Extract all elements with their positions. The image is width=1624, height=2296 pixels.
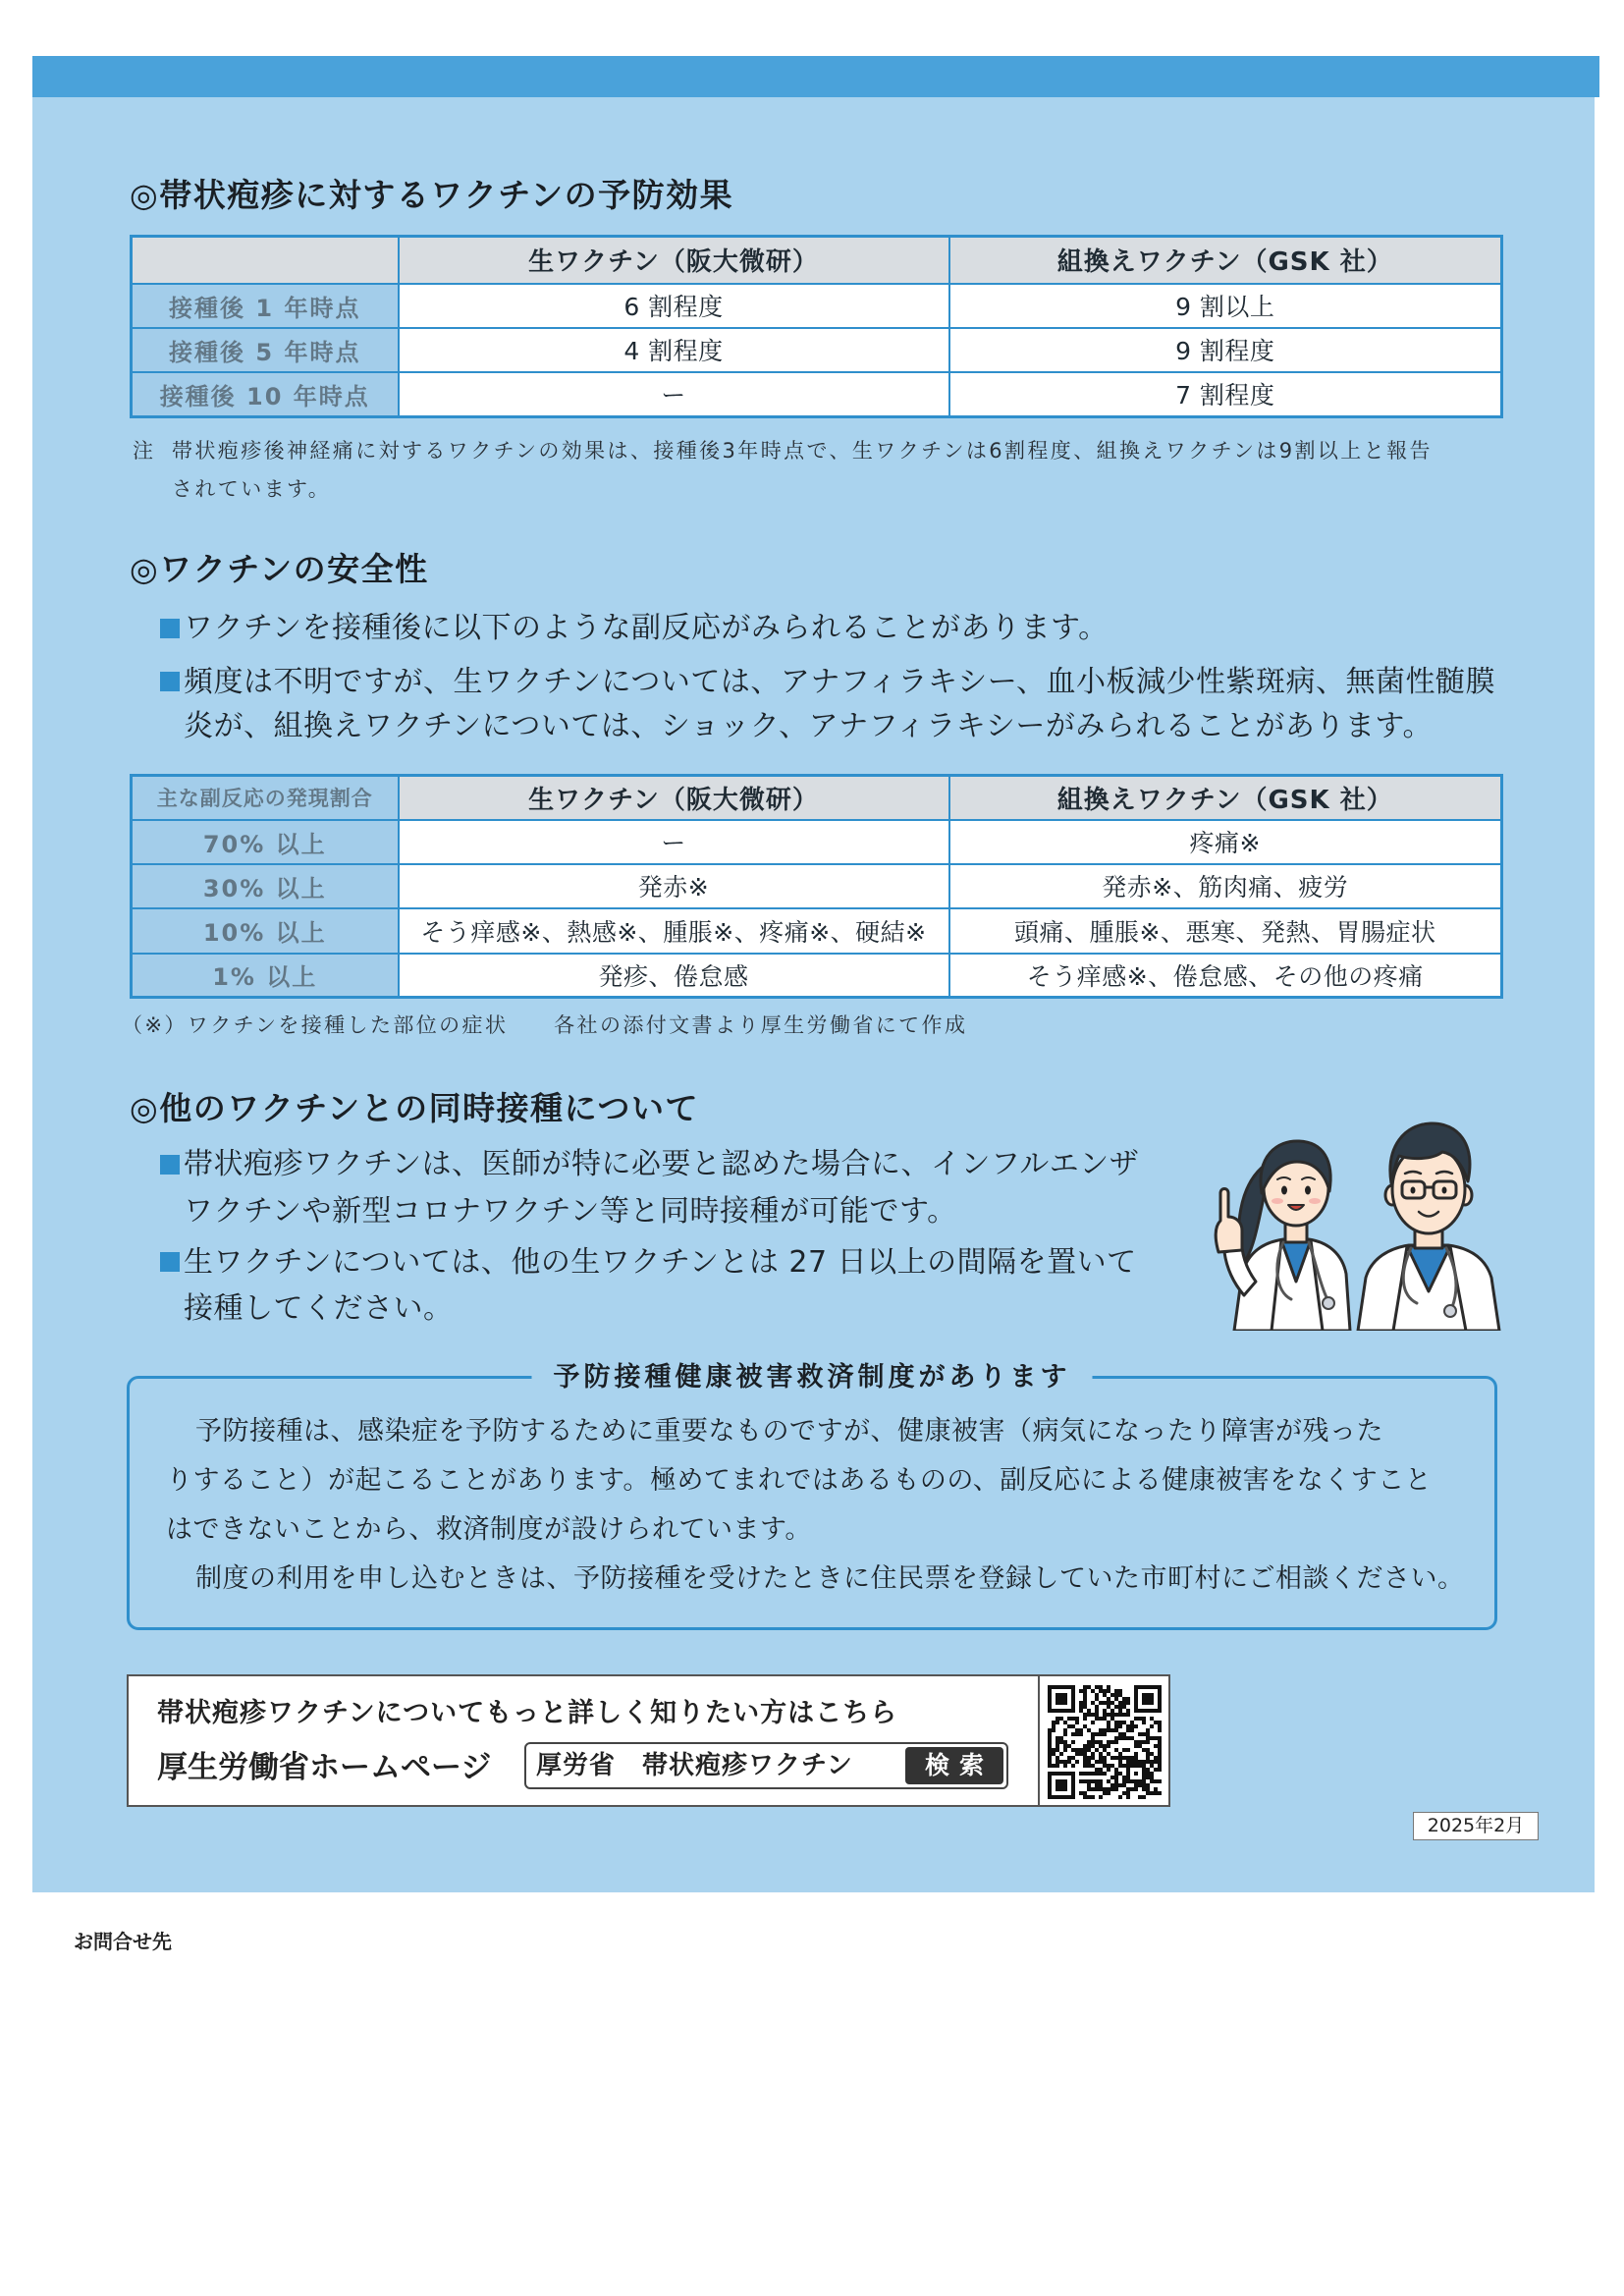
table-row [132,372,1502,417]
bullet-line: 炎が、組換えワクチンについては、ショック、アナフィラキシーがみられることがあります。 [184,709,1433,743]
cell-live: ー [399,820,949,864]
table-header-row [132,776,1502,820]
bullet-line: 帯状疱疹ワクチンは、医師が特に必要と認めた場合に、インフルエンザ [184,1147,1140,1181]
coadmin-bullet-2 [159,1239,1137,1332]
cell-recombinant: 頭痛、腫脹※、悪寒、発熱、胃腸症状 [949,908,1502,954]
note-mark: 注 [133,439,153,463]
row-label: 接種後 5 年時点 [132,328,399,372]
cell-recombinant: そう痒感※、倦怠感、その他の疼痛 [949,954,1502,998]
row-label: 30% 以上 [132,864,399,908]
male-doctor [1358,1123,1499,1331]
column-header-recombinant: 組換えワクチン（GSK 社） [949,776,1502,820]
divider [1038,1676,1040,1805]
search-query: 厚労省 帯状疱疹ワクチン [536,1751,853,1780]
more-info-lead: 帯状疱疹ワクチンについてもっと詳しく知りたい方はこちら [157,1698,898,1728]
cell-recombinant: 7 割程度 [949,372,1502,417]
effectiveness-table [130,235,1503,418]
column-header-recombinant: 組換えワクチン（GSK 社） [949,237,1502,284]
bullet-line: 接種してください。 [184,1291,454,1326]
table-row [132,328,1502,372]
note-line: されています。 [172,477,332,501]
bullet-marker [160,1252,180,1272]
note-line: 帯状疱疹後神経痛に対するワクチンの効果は、接種後3年時点で、生ワクチンは6割程度、組換えワクチンは9割以上と報告 [172,439,1433,463]
cell-recombinant: 9 割程度 [949,328,1502,372]
bullet-marker [160,672,180,691]
table-corner-cell [132,237,399,284]
mhlw-homepage-label: 厚生労働省ホームページ [157,1750,492,1785]
row-label: 1% 以上 [132,954,399,998]
top-band [32,56,1599,97]
column-header-live: 生ワクチン（阪大微研） [399,776,949,820]
coadmin-bullet-1 [159,1141,1139,1235]
table-row [132,284,1502,328]
cell-live: 6 割程度 [399,284,949,328]
bullet-marker [160,619,180,638]
contact-label: お問合せ先 [74,1930,172,1953]
bullet-line: ワクチンや新型コロナワクチン等と同時接種が可能です。 [184,1194,957,1229]
table-row [132,864,1502,908]
side-effects-table [130,774,1503,999]
bullet-marker [160,1155,180,1175]
heading-coadministration: ◎他のワクチンとの同時接種について [130,1089,699,1127]
qr-code [1048,1685,1162,1799]
safety-bullet-2 [159,660,1495,748]
cell-recombinant: 9 割以上 [949,284,1502,328]
relief-line: はできないことから、救済制度が設けられています。 [166,1514,812,1545]
heading-safety: ◎ワクチンの安全性 [130,550,429,588]
cell-recombinant: 発赤※、筋肉痛、疲労 [949,864,1502,908]
cell-recombinant: 疼痛※ [949,820,1502,864]
cell-live: ー [399,372,949,417]
safety-bullet-1 [159,606,1109,651]
relief-title: 予防接種健康被害救済制度があります [532,1358,1093,1397]
cell-live: そう痒感※、熱感※、腫脹※、疼痛※、硬結※ [399,908,949,954]
side-effects-note: （※）ワクチンを接種した部位の症状 各社の添付文書より厚生労働省にて作成 [122,1013,968,1037]
search-button: 検索 [905,1747,1003,1784]
bullet-line: 頻度は不明ですが、生ワクチンについては、アナフィラキシー、血小板減少性紫斑病、無菌性髄膜 [184,665,1495,699]
row-label: 10% 以上 [132,908,399,954]
cell-live: 4 割程度 [399,328,949,372]
table-row [132,820,1502,864]
relief-line: りすること）が起こることがあります。極めてまれではあるものの、副反応による健康被害をなくすこと [166,1465,1433,1496]
relief-line: 制度の利用を申し込むときは、予防接種を受けたときに住民票を登録していた市町村にご相談ください。 [195,1563,1465,1594]
more-info-box [127,1674,1170,1807]
table-row [132,908,1502,954]
table-header-row [132,237,1502,284]
relief-line: 予防接種は、感染症を予防するために重要なものですが、健康被害（病気になったり障害が残った [195,1416,1383,1447]
column-header-live: 生ワクチン（阪大微研） [399,237,949,284]
female-doctor [1216,1141,1350,1331]
issue-date: 2025年2月 [1413,1812,1539,1840]
row-label: 接種後 1 年時点 [132,284,399,328]
table-row [132,954,1502,998]
heading-effectiveness: ◎帯状疱疹に対するワクチンの予防効果 [130,176,734,214]
relief-text [166,1407,1465,1604]
table-corner-cell: 主な副反応の発現割合 [132,776,399,820]
effectiveness-note [172,432,1433,509]
bullet-line: 生ワクチンについては、他の生ワクチンとは 27 日以上の間隔を置いて [184,1245,1137,1280]
bullet-line: ワクチンを接種後に以下のような副反応がみられることがあります。 [184,611,1109,645]
cell-live: 発疹、倦怠感 [399,954,949,998]
relief-system-box [127,1362,1497,1630]
search-box [524,1742,1008,1789]
row-label: 70% 以上 [132,820,399,864]
row-label: 接種後 10 年時点 [132,372,399,417]
doctors-illustration [1201,1099,1503,1331]
cell-live: 発赤※ [399,864,949,908]
